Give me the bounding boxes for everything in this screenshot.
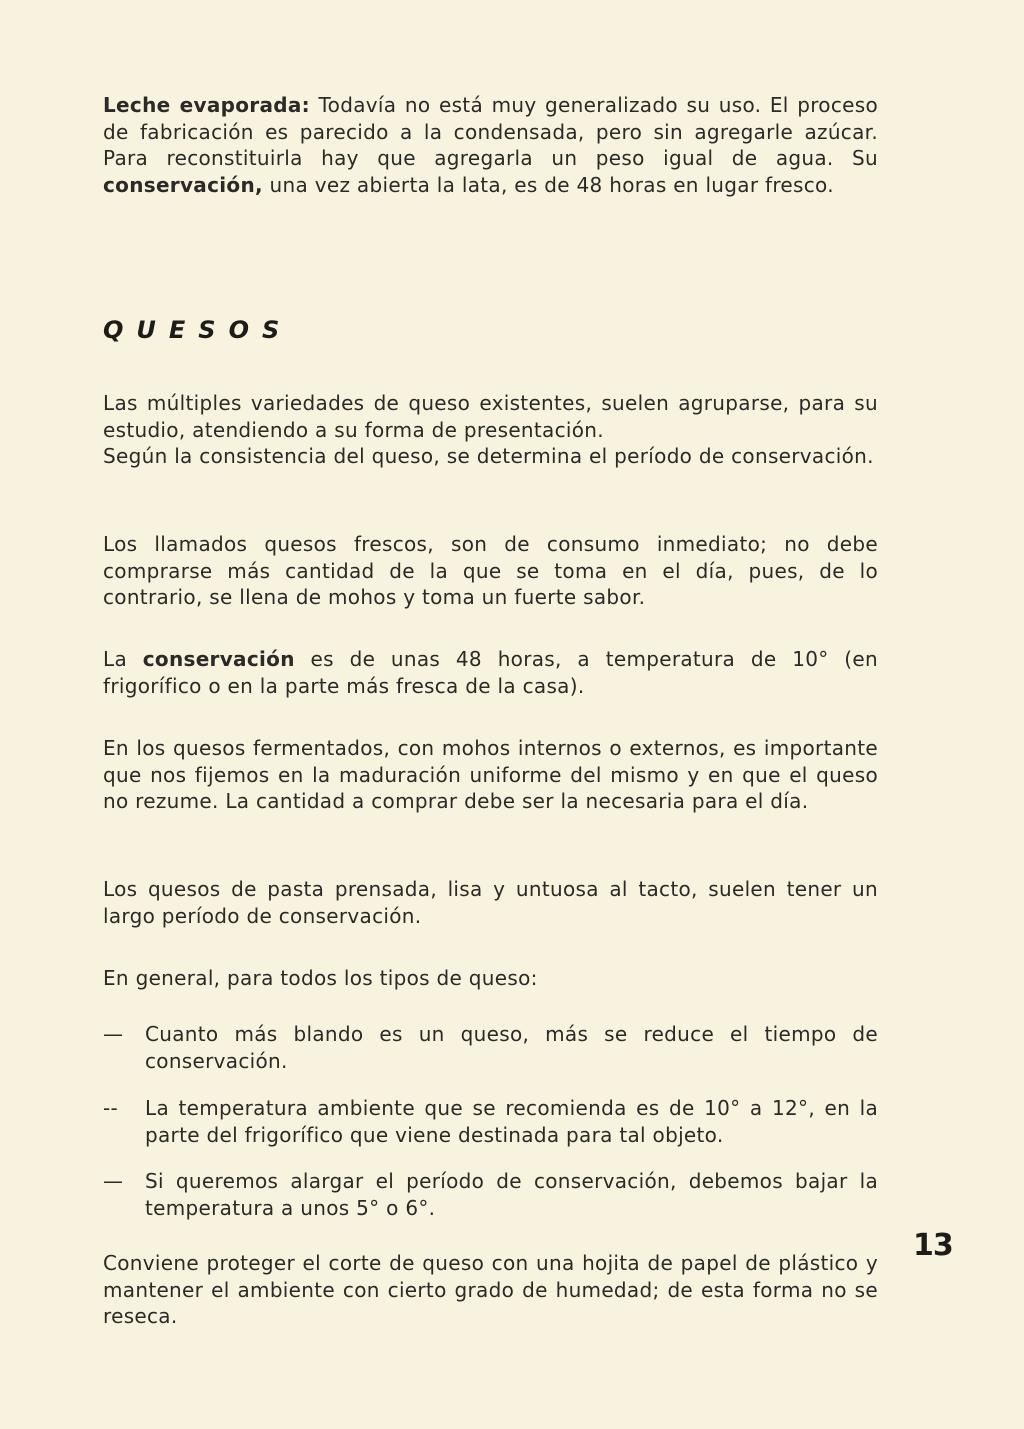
- list-item-text: Si queremos alargar el período de conservación, debemos bajar la temperatura a unos 5° o 6°.: [145, 1169, 878, 1220]
- paragraph-text: Todavía no está muy generalizado su uso. El proceso de fabricación es parecido a la condensada, pero sin agregarle azúcar. Para reconstituirla hay que agregarla un peso igual de agua. Su: [103, 93, 878, 170]
- paragraph-conviene-proteger: Conviene proteger el corte de queso con una hojita de papel de plástico y mantener el ambiente con cierto grado de humedad; de esta forma no se reseca.: [103, 1251, 878, 1328]
- list-item-text: Cuanto más blando es un queso, más se reduce el tiempo de conservación.: [145, 1022, 878, 1073]
- paragraph-consistencia: Según la consistencia del queso, se determina el período de conservación.: [103, 444, 874, 468]
- list-item: [103, 1168, 878, 1221]
- paragraph-pasta-prensada: Los quesos de pasta prensada, lisa y untuosa al tacto, suelen tener un largo período de conservación.: [103, 877, 878, 928]
- page-number: 13: [913, 1228, 953, 1263]
- list-item-text: La temperatura ambiente que se recomienda es de 10° a 12°, en la parte del frigorífico que viene destinada para tal objeto.: [145, 1096, 878, 1147]
- paragraph-quesos-fermentados: En los quesos fermentados, con mohos internos o externos, es importante que nos fijemos en la maduración uniforme del mismo y en que el queso no rezume. La cantidad a comprar debe ser la necesaria para el día.: [103, 736, 878, 813]
- paragraph-text: La: [103, 647, 143, 671]
- term-leche-evaporada: Leche evaporada:: [103, 93, 310, 117]
- dash-marker: --: [103, 1096, 119, 1120]
- term-conservacion: conservación,: [103, 172, 263, 197]
- list-item: [103, 1095, 878, 1148]
- paragraph-quesos-frescos: Los llamados quesos frescos, son de consumo inmediato; no debe comprarse más cantidad de la que se toma en el día, pues, de lo contrario, se llena de mohos y toma un fuerte sabor.: [103, 532, 878, 609]
- paragraph-variedades: Las múltiples variedades de queso existentes, suelen agruparse, para su estudio, atendiendo a su forma de presentación.: [103, 391, 878, 442]
- dash-marker: —: [103, 1022, 124, 1046]
- paragraph-text: es de unas 48 horas, a temperatura de 10° (en frigorífico o en la parte más fresca de la casa).: [103, 647, 878, 698]
- term-conservacion: conservación: [142, 647, 295, 671]
- section-heading-quesos: QUESOS: [103, 316, 293, 344]
- paragraph-conservacion: [103, 646, 878, 699]
- paragraph-en-general: En general, para todos los tipos de queso:: [103, 966, 538, 990]
- list-item: [103, 1021, 878, 1074]
- dash-marker: —: [103, 1169, 124, 1193]
- paragraph-leche-evaporada: [103, 92, 878, 198]
- paragraph-text: una vez abierta la lata, es de 48 horas en lugar fresco.: [262, 172, 834, 197]
